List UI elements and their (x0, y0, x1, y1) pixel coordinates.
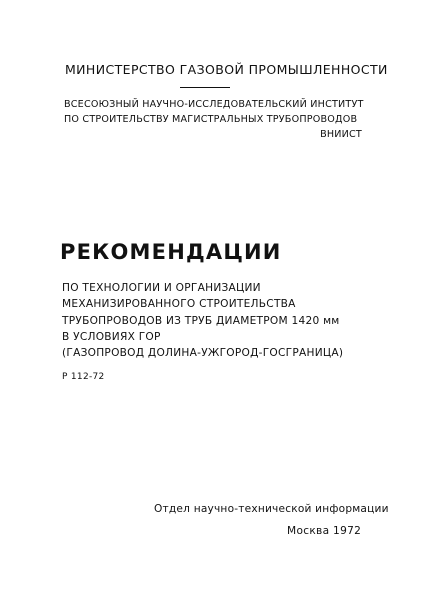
institute-line: ВСЕСОЮЗНЫЙ НАУЧНО-ИССЛЕДОВАТЕЛЬСКИЙ ИНСТИТУТ (64, 99, 364, 110)
institute-line: ПО СТРОИТЕЛЬСТВУ МАГИСТРАЛЬНЫХ ТРУБОПРОВОДОВ (64, 114, 358, 125)
subtitle-line: В УСЛОВИЯХ ГОР (62, 330, 161, 343)
document-code: Р 112-72 (62, 372, 105, 382)
publication-city-year: Москва 1972 (287, 525, 362, 537)
subtitle-line: (ГАЗОПРОВОД ДОЛИНА-УЖГОРОД-ГОСГРАНИЦА) (62, 347, 344, 360)
subtitle-line: ПО ТЕХНОЛОГИИ И ОРГАНИЗАЦИИ (62, 282, 261, 294)
document-title: РЕКОМЕНДАЦИИ (60, 240, 282, 264)
ministry-name: МИНИСТЕРСТВО ГАЗОВОЙ ПРОМЫШЛЕННОСТИ (65, 62, 388, 77)
header-divider (180, 87, 230, 88)
subtitle-line: ТРУБОПРОВОДОВ ИЗ ТРУБ ДИАМЕТРОМ 1420 мм (62, 314, 340, 327)
institute-block (64, 97, 364, 142)
publisher-department: Отдел научно-технической информации (154, 503, 389, 515)
document-subtitle (62, 280, 382, 361)
subtitle-line: МЕХАНИЗИРОВАННОГО СТРОИТЕЛЬСТВА (62, 298, 296, 311)
institute-abbreviation: ВНИИСТ (320, 129, 362, 140)
